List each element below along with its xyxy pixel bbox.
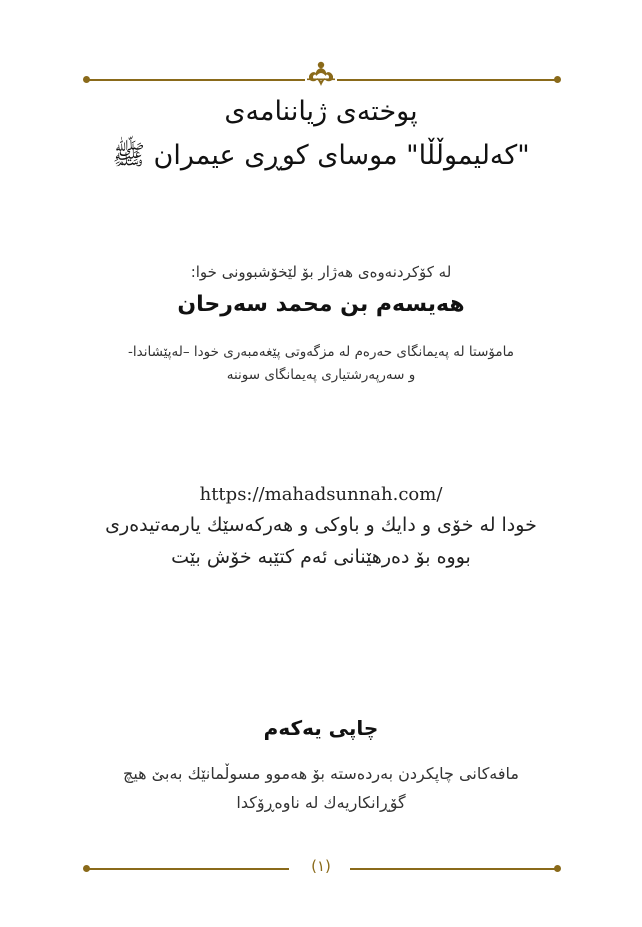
title-line-2: "کەلیموڵڵا" موسای کوڕی عیمران ﷺ (112, 140, 530, 171)
compiler-intro: لە کۆکردنەوەی هەژار بۆ لێخۆشبوونی خوا: (190, 263, 452, 281)
website-url: https://mahadsunnah.com/ (199, 484, 443, 505)
edition-title: چاپی یەكەم (263, 716, 379, 740)
page-number: (١) (311, 857, 331, 875)
top-rule-left (87, 79, 305, 81)
bottom-rule-right (350, 868, 555, 870)
bottom-rule-right-dot (554, 865, 561, 872)
dua-line-1: خودا لە خۆی و دایك و باوكی و هەركەسێك یارمەتیدەری (105, 514, 537, 536)
dua-line-2: بووە بۆ دەرهێنانی ئەم كتێبە خۆش بێت (171, 546, 471, 568)
rights-line-1: مافەكانی چاپكردن بەردەستە بۆ هەموو مسوڵمانێك بەبێ هیچ (123, 764, 519, 783)
top-rule-right (337, 79, 555, 81)
floral-ornament-icon (305, 59, 337, 89)
top-rule-right-dot (554, 76, 561, 83)
compiler-name: هەیسەم بن محمد سەرحان (177, 292, 465, 317)
title-line-1: پوختەی ژیاننامەی (224, 96, 418, 127)
compiler-description-line-2: و سەرپەرشتیاری پەیمانگای سوننە (226, 367, 416, 383)
compiler-description-line-1: مامۆستا لە پەیمانگای حەرەم لە مزگەوتی پێغەمبەری خودا –لەپێشاندا- (128, 344, 514, 360)
rights-line-2: گۆڕانكاریەك لە ناوەڕۆكدا (236, 793, 406, 812)
bottom-rule-left (87, 868, 289, 870)
